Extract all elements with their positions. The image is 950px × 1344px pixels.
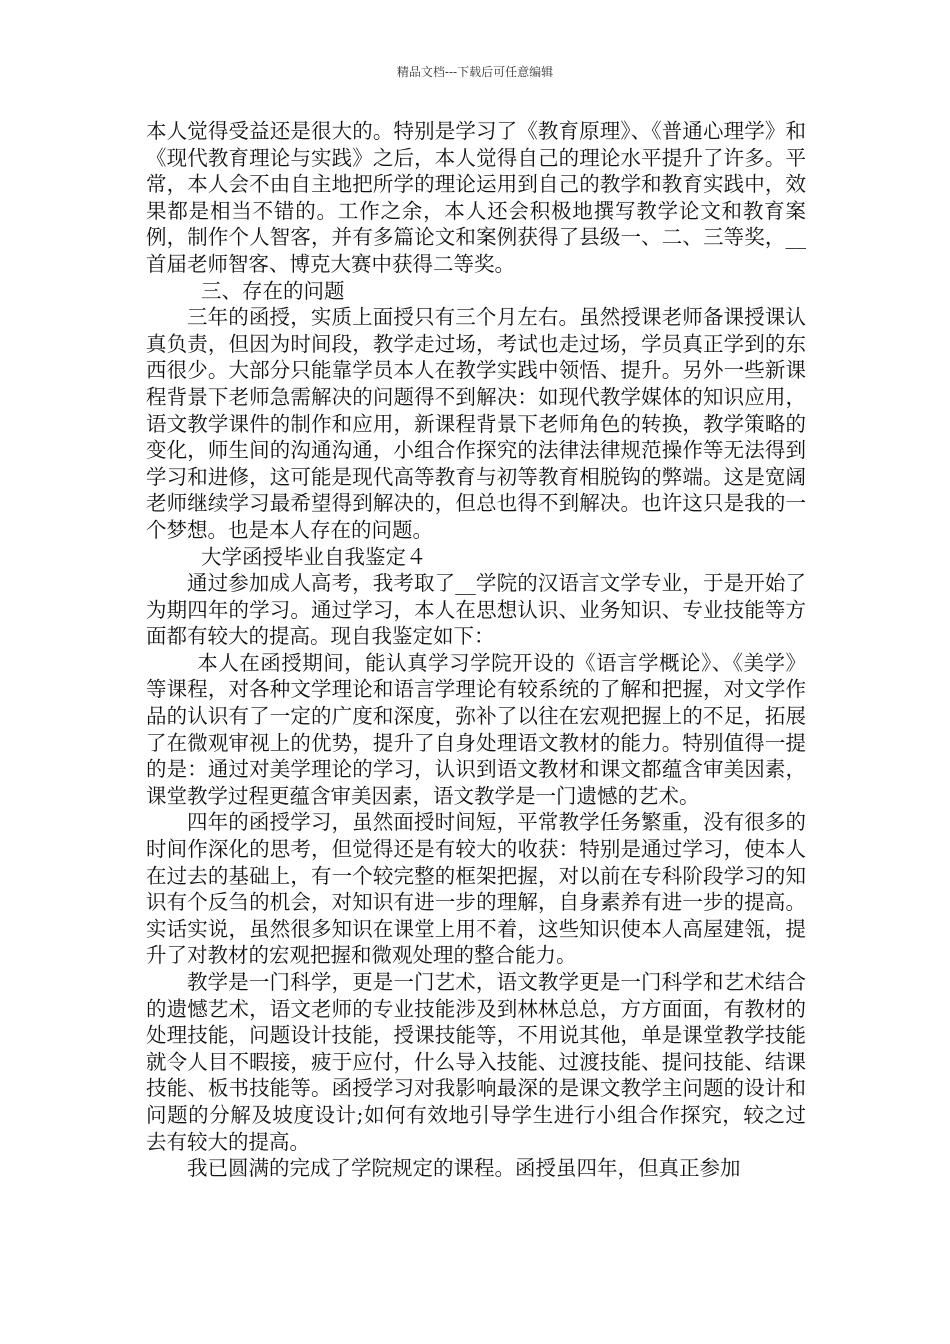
section-heading-problems: 三、存在的问题	[201, 278, 345, 303]
section-heading-self-evaluation-4: 大学函授毕业自我鉴定４	[201, 544, 427, 569]
paragraph-6: 教学是一门科学，更是一门艺术，语文教学更是一门科学和艺术结合的遗憾艺术，语文老师的专业技能涉及到林林总总，方方面面，有教材的处理技能，问题设计技能，授课技能等，不用说其他，单是课堂教学技能就令人目不暇接，疲于应付，什么导入技能、过渡技能、提问技能、结课技能、板书技能等。函授学习对我影响最深的是课文教学主问题的设计和问题的分解及坡度设计;如何有效地引导学生进行小组合作探究，较之过去有较大的提高。	[146, 970, 806, 1154]
document-body	[146, 118, 806, 1182]
paragraph-7: 我已圆满的完成了学院规定的课程。函授虽四年，但真正参加	[187, 1156, 741, 1181]
paragraph-2: 三年的函授，实质上面授只有三个月左右。虽然授课老师备课授课认真负责，但因为时间段，教学走过场，考试也走过场，学员真正学到的东西很少。大部分只能靠学员本人在教学实践中领悟、提升。另外一些新课程背景下老师急需解决的问题得不到解决：如现代教学媒体的知识应用，语文教学课件的制作和应用，新课程背景下老师角色的转换，教学策略的变化，师生间的沟通沟通，小组合作探究的法律法律规范操作等无法得到学习和进修，这可能是现代高等教育与初等教育相脱钩的弊端。这是宽阔老师继续学习最希望得到解决的，但总也得不到解决。也许这只是我的一个梦想。也是本人存在的问题。	[146, 305, 806, 542]
paragraph-1: 本人觉得受益还是很大的。特别是学习了《教育原理》、《普通心理学》和《现代教育理论与实践》之后，本人觉得自己的理论水平提升了许多。平常，本人会不由自主地把所学的理论运用到自己的教学和教育实践中，效果都是相当不错的。工作之余，本人还会积极地撰写教学论文和教育案例，制作个人智客，并有多篇论文和案例获得了县级一、二、三等奖，__首届老师智客、博克大赛中获得二等奖。	[146, 119, 806, 276]
paragraph-3: 通过参加成人高考，我考取了__学院的汉语言文学专业，于是开始了为期四年的学习。通过学习，本人在思想认识、业务知识、专业技能等方面都有较大的提高。现自我鉴定如下：	[146, 571, 806, 649]
paragraph-4: 本人在函授期间，能认真学习学院开设的《语言学概论》、《美学》等课程，对各种文学理论和语言学理论有较系统的了解和把握，对文学作品的认识有了一定的广度和深度，弥补了以往在宏观把握上的不足，拓展了在微观审视上的优势，提升了自身处理语文教材的能力。特别值得一提的是：通过对美学理论的学习，认识到语文教材和课文都蕴含审美因素，课堂教学过程更蕴含审美因素，语文教学是一门遗憾的艺术。	[146, 650, 806, 808]
page-header: 精品文档---下载后可任意编辑	[396, 65, 554, 79]
paragraph-5: 四年的函授学习，虽然面授时间短，平常教学任务繁重，没有很多的时间作深化的思考，但觉得还是有较大的收获：特别是通过学习，使本人在过去的基础上，有一个较完整的框架把握，对以前在专科阶段学习的知识有个反刍的机会，对知识有进一步的理解，自身素养有进一步的提高。实话实说，虽然很多知识在课堂上用不着，这些知识使本人高屋建瓴，提升了对教材的宏观把握和微观处理的整合能力。	[146, 810, 806, 968]
